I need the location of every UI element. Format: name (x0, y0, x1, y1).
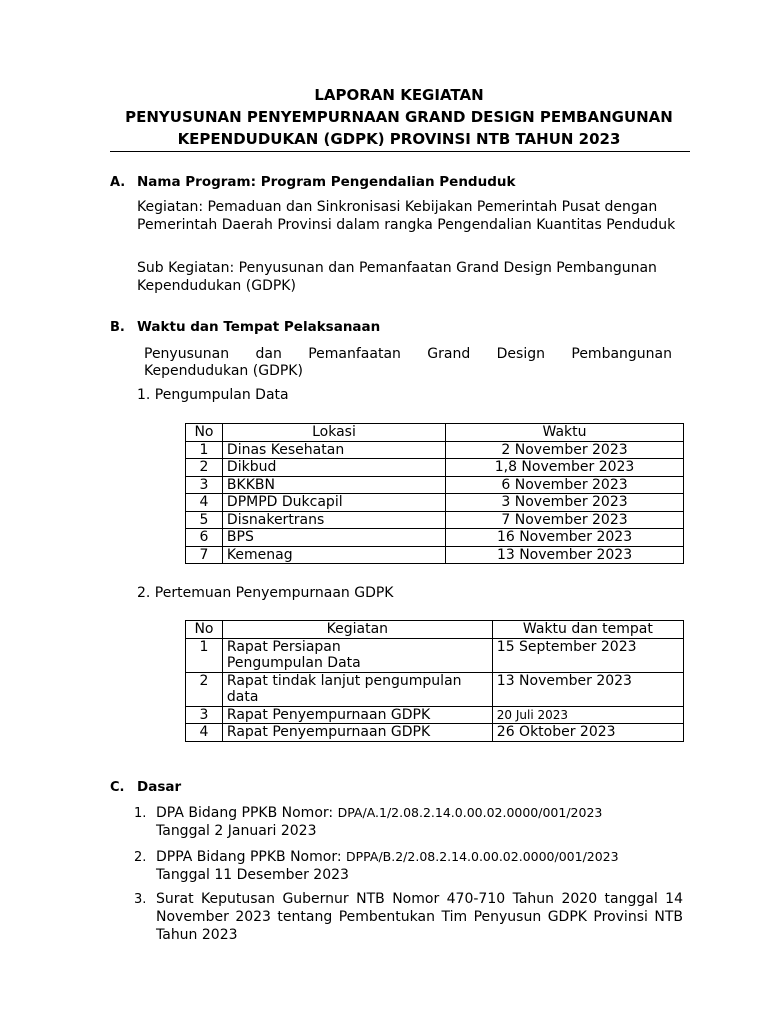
dasar-item-2-prefix: DPPA Bidang PPKB Nomor: (156, 849, 347, 865)
table-header-waktu: Waktu (446, 424, 684, 442)
table-cell-waktu: 2 November 2023 (446, 441, 684, 459)
dasar-item-2-line-2: Tanggal 11 Desember 2023 (156, 867, 349, 883)
table-cell-lokasi: BPS (222, 529, 445, 547)
section-a-kegiatan: Kegiatan: Pemaduan dan Sinkronisasi Kebijakan Pemerintah Pusat dengan Pemerintah Daerah Provinsi dalam rangka Pengendalian Kuantitas Penduduk (137, 199, 676, 233)
pertemuan-table (185, 620, 684, 742)
dasar-item-1-line-1 (156, 804, 683, 822)
table-row (186, 706, 684, 724)
title-divider (110, 151, 690, 152)
table-cell-no: 1 (186, 441, 223, 459)
dasar-item-1 (156, 804, 683, 840)
dasar-item-2 (156, 848, 683, 884)
title-line-1: LAPORAN KEGIATAN (314, 86, 484, 104)
table-cell-no: 4 (186, 494, 223, 512)
table-row (186, 546, 684, 564)
section-c-heading: Dasar (137, 779, 182, 795)
table-row (186, 494, 684, 512)
table-cell-no: 4 (186, 724, 223, 742)
section-a-heading: Nama Program: Program Pengendalian Penduduk (137, 174, 516, 190)
dasar-item-1-number: 1. (134, 806, 147, 821)
section-b-item-2: 2. Pertemuan Penyempurnaan GDPK (137, 585, 394, 601)
table-cell-lokasi: DPMPD Dukcapil (222, 494, 445, 512)
section-a-letter: A. (110, 175, 126, 190)
dasar-item-3-number: 3. (134, 892, 147, 907)
table-row (186, 724, 684, 742)
table-row (186, 638, 684, 672)
table-cell-lokasi: BKKBN (222, 476, 445, 494)
table-cell-no: 5 (186, 511, 223, 529)
kegiatan-line-1: Rapat Persiapan (226, 638, 341, 655)
section-c-letter: C. (110, 780, 125, 795)
table-cell-lokasi: Disnakertrans (222, 511, 445, 529)
table-header-no: No (186, 621, 223, 639)
kegiatan-line-2: data (226, 689, 259, 705)
section-b-item-1: 1. Pengumpulan Data (137, 387, 289, 403)
table-cell-no: 7 (186, 546, 223, 564)
section-b-heading: Waktu dan Tempat Pelaksanaan (137, 319, 381, 335)
dasar-item-2-number: 2. (134, 850, 147, 865)
table-header-row (186, 424, 684, 442)
table-cell-no: 2 (186, 672, 223, 706)
table-header-row (186, 621, 684, 639)
table-row (186, 529, 684, 547)
table-cell-no: 2 (186, 459, 223, 477)
table-cell-waktu: 15 September 2023 (492, 638, 683, 672)
table-cell-no: 3 (186, 706, 223, 724)
table-row (186, 672, 684, 706)
table-header-waktu-tempat: Waktu dan tempat (492, 621, 683, 639)
section-b-intro-line-2: Kependudukan (GDPK) (144, 363, 303, 379)
dasar-item-1-code: DPA/A.1/2.08.2.14.0.00.02.0000/001/2023 (337, 805, 603, 820)
dasar-item-1-prefix: DPA Bidang PPKB Nomor: (156, 805, 338, 821)
table-row (186, 511, 684, 529)
table-row (186, 476, 684, 494)
table-cell-waktu: 26 Oktober 2023 (492, 724, 683, 742)
table-cell-kegiatan: Rapat Penyempurnaan GDPK (222, 724, 492, 742)
table-cell-no: 6 (186, 529, 223, 547)
title-line-3: KEPENDUDUKAN (GDPK) PROVINSI NTB TAHUN 2023 (177, 130, 621, 148)
table-row (186, 441, 684, 459)
table-cell-kegiatan (222, 638, 492, 672)
table-cell-no: 3 (186, 476, 223, 494)
table-cell-waktu: 6 November 2023 (446, 476, 684, 494)
table-header-no: No (186, 424, 223, 442)
table-cell-lokasi: Dikbud (222, 459, 445, 477)
table-cell-waktu: 16 November 2023 (446, 529, 684, 547)
table-cell-waktu: 13 November 2023 (492, 672, 683, 706)
table-header-lokasi: Lokasi (222, 424, 445, 442)
dasar-item-3-text: Surat Keputusan Gubernur NTB Nomor 470-710 Tahun 2020 tanggal 14 November 2023 tentang Pembentukan Tim Penyusun GDPK Provinsi NTB Tahun 2023 (156, 891, 683, 943)
table-cell-lokasi: Dinas Kesehatan (222, 441, 445, 459)
table-cell-no: 1 (186, 638, 223, 672)
table-cell-waktu: 3 November 2023 (446, 494, 684, 512)
table-cell-lokasi: Kemenag (222, 546, 445, 564)
section-b-letter: B. (110, 320, 125, 335)
table-row (186, 459, 684, 477)
table-cell-kegiatan (222, 672, 492, 706)
pengumpulan-data-table (185, 423, 684, 564)
title-line-2: PENYUSUNAN PENYEMPURNAAN GRAND DESIGN PEMBANGUNAN (125, 108, 673, 126)
table-header-kegiatan: Kegiatan (222, 621, 492, 639)
table-cell-waktu: 7 November 2023 (446, 511, 684, 529)
table-cell-waktu: 20 Juli 2023 (492, 706, 683, 724)
dasar-item-2-code: DPPA/B.2/2.08.2.14.0.00.02.0000/001/2023 (346, 849, 619, 864)
kegiatan-line-2: Pengumpulan Data (226, 655, 361, 671)
table-cell-waktu: 1,8 November 2023 (446, 459, 684, 477)
dasar-item-1-line-2: Tanggal 2 Januari 2023 (156, 823, 317, 839)
dasar-item-2-line-1 (156, 848, 683, 866)
table-cell-kegiatan: Rapat Penyempurnaan GDPK (222, 706, 492, 724)
kegiatan-line-1: Rapat tindak lanjut pengumpulan (226, 672, 462, 689)
table-cell-waktu: 13 November 2023 (446, 546, 684, 564)
section-b-intro-line-1: Penyusunan dan Pemanfaatan Grand Design Pembangunan (144, 346, 672, 362)
document-title (110, 84, 688, 150)
section-a-sub-kegiatan: Sub Kegiatan: Penyusunan dan Pemanfaatan Grand Design Pembangunan Kependudukan (GDPK) (137, 260, 657, 294)
